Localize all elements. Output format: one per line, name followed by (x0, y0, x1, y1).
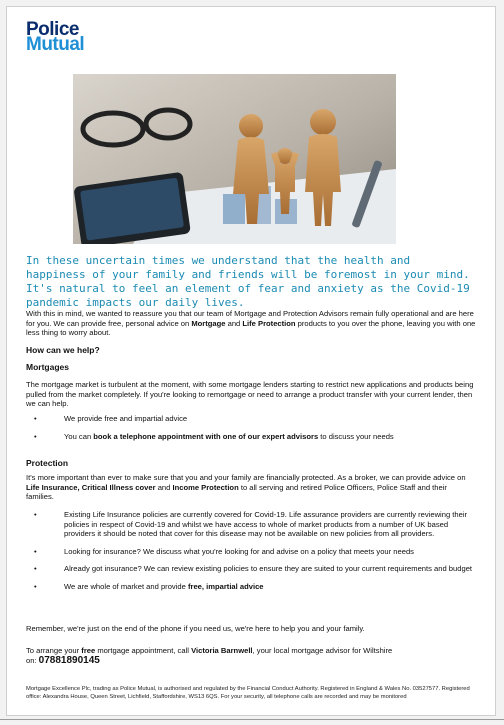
appointment-text-2: mortgage appointment, call (95, 646, 192, 655)
family-figures-photo (73, 74, 396, 244)
protection-bullet-1-text: Existing Life Insurance policies are currently covered for Covid-19. Life assurance providers are currently reviewing their policies in respect of Covid-19 and whilst we have access to whole of market products from a number of UK based providers it should be noted that cover for this disease may not be available on new policies from all providers. (64, 510, 468, 538)
family-figures-image (73, 74, 396, 244)
reassure-mortgage-bold: Mortgage (191, 318, 226, 328)
advisor-name: Victoria Barnwell (191, 646, 253, 655)
appointment-text-1: To arrange your (26, 646, 82, 655)
protection-bullet-2-text: Looking for insurance? We discuss what you're looking for and advise on a policy that meets your needs (64, 546, 414, 556)
protection-bullet-2 (26, 547, 476, 557)
police-mutual-logo (26, 19, 85, 55)
reassure-life-protection-bold: Life Protection (242, 318, 296, 328)
mortgages-bullet-1-text: We provide free and impartial advice (64, 414, 188, 423)
bullet-dot: • (34, 510, 37, 519)
bullet-dot: • (34, 581, 37, 591)
appointment-on-label: on: (26, 655, 39, 665)
mortgages-bullet-2-bold: book a telephone appointment with one of our expert advisors (93, 431, 319, 441)
mortgages-bullet-1 (26, 414, 476, 424)
bullet-dot: • (34, 414, 37, 423)
remember-paragraph: Remember, we're just on the end of the phone if you need us, we're here to help you and your family. (26, 624, 365, 633)
bullet-dot: • (34, 546, 37, 556)
reassurance-paragraph (26, 309, 476, 338)
bullet-dot: • (34, 431, 37, 441)
protection-income-bold: Income Protection (172, 482, 239, 492)
protection-text-1: It's more important than ever to make sure that you and your family are financially protected. As a broker, we can provide advice on (26, 473, 466, 482)
protection-text-3: to all serving and retired Police Officers, Police Staff and their families. (26, 482, 447, 501)
reassure-text-1: With this in mind, we wanted to reassure you that our team of Mortgage and Protection Advisors remain fully operational and are here for you. We can provide free, personal advice on (26, 309, 474, 328)
bottom-divider (0, 719, 504, 720)
mortgages-bullet-2 (26, 432, 476, 442)
protection-bullet-3 (26, 564, 476, 574)
logo-line-2: Mutual (26, 34, 85, 55)
protection-heading: Protection (26, 458, 69, 468)
protection-bullet-list (26, 510, 476, 599)
protection-bullet-4 (26, 582, 476, 592)
reassure-text-2: and (225, 318, 243, 328)
mortgages-heading: Mortgages (26, 362, 69, 372)
protection-bullet-1 (26, 510, 476, 539)
mortgages-bullet-2-text-2: to discuss your needs (318, 431, 394, 441)
protection-bullet-4-bold: free, impartial advice (187, 581, 264, 591)
mortgages-paragraph: The mortgage market is turbulent at the moment, with some mortgage lenders starting to restrict new applications and products being pulled from the market completely. If you're looking to remortgage or need to arrange a product transfer with your current lender, then we can help. (26, 380, 474, 408)
protection-life-critical-bold: Life Insurance, Critical Illness cover (26, 482, 156, 492)
intro-paragraph: In these uncertain times we understand that the health and happiness of your family and friends will be foremost in your mind. It's natural to feel an element of fear and anxiety as the Covid-19 pandemic impacts our daily lives. (26, 254, 470, 309)
protection-bullet-4-text: We are whole of market and provide (64, 581, 188, 591)
reassure-text-3: products to you over the phone, leaving you with one less thing to worry about. (26, 318, 476, 337)
bullet-dot: • (34, 564, 37, 573)
regulatory-footer: Mortgage Excellence Plc, trading as Police Mutual, is authorised and regulated by the Financial Conduct Authority. Registered in England & Wales No. 03527577. Registered office: Alexandra House, Queen Street, Lichfield, Staffordshire, WS13 6QS. For your security, all telephone calls are recorded and may be monitored (26, 686, 470, 700)
appointment-free-bold: free (81, 646, 96, 655)
protection-paragraph (26, 473, 476, 502)
protection-bullet-3-text: Already got insurance? We can review existing policies to ensure they are suited to your current requirements and budget (64, 564, 473, 573)
mortgages-bullet-2-text-1: You can (64, 431, 94, 441)
protection-text-2: and (155, 482, 173, 492)
appointment-paragraph (26, 646, 476, 665)
mortgages-bullet-list (26, 414, 476, 449)
appointment-text-3: , your local mortgage advisor for Wiltshire (252, 646, 393, 655)
advisor-phone-number[interactable]: 07881890145 (38, 654, 100, 666)
how-can-we-help-heading: How can we help? (26, 345, 100, 355)
logo-line-1: Police (26, 19, 79, 40)
